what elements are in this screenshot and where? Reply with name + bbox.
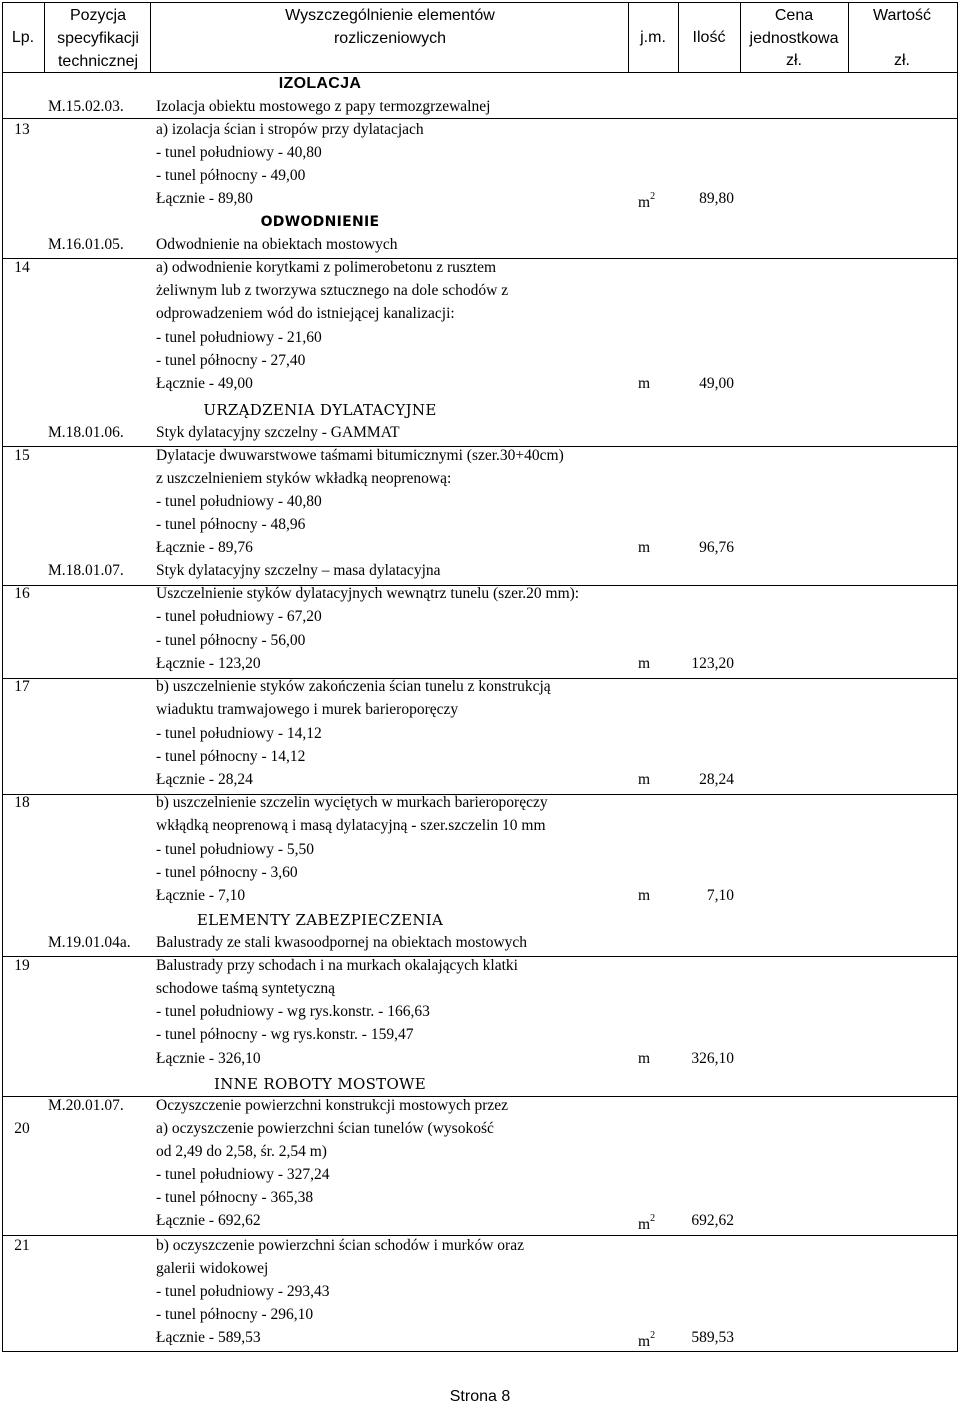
item-description: b) oczyszczenie powierzchni ścian schodów i murków oraz	[156, 1237, 524, 1254]
item-description: - tunel północny - 365,38	[156, 1189, 314, 1206]
item-description: wkłądką neoprenową i masą dylatacyjną - szer.szczelin 10 mm	[156, 817, 546, 834]
item-description: - tunel północny - 48,96	[156, 516, 306, 533]
item-description: - tunel południowy - 40,80	[156, 493, 322, 510]
item-description: Łącznie - 589,53	[156, 1329, 261, 1346]
header-cena: Cena jednostkowa	[749, 7, 839, 47]
spec-code: M.19.01.04a.	[48, 934, 131, 951]
item-description: od 2,49 do 2,58, śr. 2,54 m)	[156, 1143, 327, 1160]
spec-code: M.15.02.03.	[48, 98, 124, 115]
header-jm: j.m.	[640, 29, 666, 46]
unit-of-measure	[638, 1328, 655, 1352]
unit-of-measure	[638, 886, 650, 906]
quantity: 7,10	[706, 887, 734, 904]
header-spec: Pozycja specyfikacji technicznej	[57, 7, 139, 70]
section-title: ELEMENTY ZABEZPIECZENIA	[196, 911, 444, 929]
table-border-top	[2, 2, 958, 3]
spec-code: M.20.01.07.	[48, 1097, 124, 1114]
unit-exponent: 2	[650, 1330, 656, 1341]
item-description: Dylatacje dwuwarstwowe taśmami bitumicznymi (szer.30+40cm)	[156, 447, 564, 464]
item-description: - tunel północny - 27,40	[156, 352, 306, 369]
section-title: URZĄDZENIA DYLATACYJNE	[203, 401, 437, 419]
unit-of-measure	[638, 538, 650, 558]
item-separator	[2, 118, 958, 119]
item-description: żeliwnym lub z tworzywa sztucznego na dole schodów z	[156, 282, 509, 299]
item-number: 15	[14, 447, 30, 464]
quantity: 326,10	[691, 1050, 734, 1067]
item-description: - tunel północny - 49,00	[156, 167, 306, 184]
item-description: a) izolacja ścian i stropów przy dylatacjach	[156, 121, 424, 138]
unit-of-measure	[638, 1211, 655, 1235]
item-description: Styk dylatacyjny szczelny - GAMMAT	[156, 424, 400, 441]
quantity: 28,24	[699, 771, 734, 788]
quantity: 49,00	[699, 375, 734, 392]
item-description: Balustrady przy schodach i na murkach okalających klatki	[156, 957, 518, 974]
unit-label: m	[638, 194, 651, 212]
item-number: 21	[14, 1237, 30, 1254]
spec-code: M.18.01.06.	[48, 424, 124, 441]
unit-label: m	[638, 1216, 651, 1234]
item-description: - tunel północny - 56,00	[156, 632, 306, 649]
spec-code: M.16.01.05.	[48, 236, 124, 253]
item-description: - tunel północny - 14,12	[156, 748, 306, 765]
item-description: Łącznie - 123,20	[156, 655, 261, 672]
header-ilosc: Ilość	[692, 29, 726, 46]
item-description: Styk dylatacyjny szczelny – masa dylatacyjna	[156, 562, 441, 579]
header-cena-unit: zł.	[786, 52, 802, 69]
col-divider-spec	[150, 2, 151, 72]
item-description: - tunel południowy - wg rys.konstr. - 166,63	[156, 1003, 430, 1020]
item-description: a) odwodnienie korytkami z polimerobetonu z rusztem	[156, 259, 497, 276]
item-description: - tunel południowy - 40,80	[156, 144, 322, 161]
header-lp: Lp.	[11, 29, 35, 46]
item-description: a) oczyszczenie powierzchni ścian tunelów (wysokość	[156, 1120, 494, 1137]
item-description: Łącznie - 28,24	[156, 771, 253, 788]
table-border-right	[957, 2, 958, 1352]
unit-label: m	[638, 887, 651, 904]
unit-of-measure	[638, 374, 650, 394]
item-description: - tunel północny - 296,10	[156, 1306, 314, 1323]
page-footer: Strona 8	[449, 1388, 511, 1405]
spec-code: M.18.01.07.	[48, 562, 124, 579]
unit-exponent: 2	[650, 1213, 656, 1224]
table-border-bottom	[2, 1351, 958, 1352]
item-description: Balustrady ze stali kwasoodpornej na obiektach mostowych	[156, 934, 528, 951]
item-description: - tunel południowy - 67,20	[156, 608, 322, 625]
item-description: Łącznie - 326,10	[156, 1050, 261, 1067]
item-description: - tunel południowy - 327,24	[156, 1166, 330, 1183]
item-description: b) uszczelnienie styków zakończenia ścian tunelu z konstrukcją	[156, 678, 551, 695]
item-description: - tunel południowy - 14,12	[156, 725, 322, 742]
item-description: - tunel południowy - 21,60	[156, 329, 322, 346]
quantity: 89,80	[699, 190, 734, 207]
unit-label: m	[638, 375, 651, 392]
header-desc: Wyszczególnienie elementów rozliczeniowych	[285, 7, 495, 47]
item-description: galerii widokowej	[156, 1260, 269, 1277]
item-description: b) uszczelnienie szczelin wyciętych w murkach barieroporęczy	[156, 794, 548, 811]
item-description: z uszczelnieniem styków wkładką neoprenową:	[156, 470, 452, 487]
item-description: - tunel północny - wg rys.konstr. - 159,47	[156, 1026, 414, 1043]
item-number: 17	[14, 678, 30, 695]
quantity: 692,62	[691, 1212, 734, 1229]
item-description: Izolacja obiektu mostowego z papy termozgrzewalnej	[156, 98, 491, 115]
item-number: 20	[14, 1120, 30, 1137]
item-number: 16	[14, 585, 30, 602]
item-number: 19	[14, 957, 30, 974]
item-description: Łącznie - 7,10	[156, 887, 246, 904]
item-description: - tunel południowy - 293,43	[156, 1283, 330, 1300]
quantity: 96,76	[699, 539, 734, 556]
unit-exponent: 2	[650, 191, 656, 202]
unit-of-measure	[638, 770, 650, 790]
item-description: Oczyszczenie powierzchni konstrukcji mostowych przez	[156, 1097, 509, 1114]
item-description: wiaduktu tramwajowego i murek barieroporęczy	[156, 701, 459, 718]
section-title: INNE ROBOTY MOSTOWE	[213, 1075, 427, 1093]
item-description: - tunel południowy - 5,50	[156, 841, 314, 858]
unit-of-measure	[638, 189, 655, 213]
section-title: IZOLACJA	[278, 75, 362, 92]
unit-label: m	[638, 1050, 651, 1067]
col-divider-lp	[44, 2, 45, 72]
item-description: Łącznie - 49,00	[156, 375, 253, 392]
unit-of-measure	[638, 654, 650, 674]
section-title: ODWODNIENIE	[260, 214, 380, 230]
quantity: 589,53	[691, 1329, 734, 1346]
item-description: Odwodnienie na obiektach mostowych	[156, 236, 398, 253]
item-description: schodowe taśmą syntetyczną	[156, 980, 336, 997]
unit-label: m	[638, 655, 651, 672]
item-description: Łącznie - 89,76	[156, 539, 253, 556]
item-description: Uszczelnienie styków dylatacyjnych wewnątrz tunelu (szer.20 mm):	[156, 585, 580, 602]
item-description: - tunel północny - 3,60	[156, 864, 298, 881]
item-number: 14	[14, 259, 30, 276]
item-description: Łącznie - 692,62	[156, 1212, 261, 1229]
item-description: odprowadzeniem wód do istniejącej kanalizacji:	[156, 305, 455, 322]
header-wartosc: Wartość	[872, 7, 932, 24]
unit-of-measure	[638, 1049, 650, 1069]
unit-label: m	[638, 1333, 651, 1351]
unit-label: m	[638, 771, 651, 788]
quantity: 123,20	[691, 655, 734, 672]
item-number: 18	[14, 794, 30, 811]
unit-label: m	[638, 539, 651, 556]
item-description: Łącznie - 89,80	[156, 190, 253, 207]
header-wartosc-unit: zł.	[894, 52, 910, 69]
item-number: 13	[14, 121, 30, 138]
